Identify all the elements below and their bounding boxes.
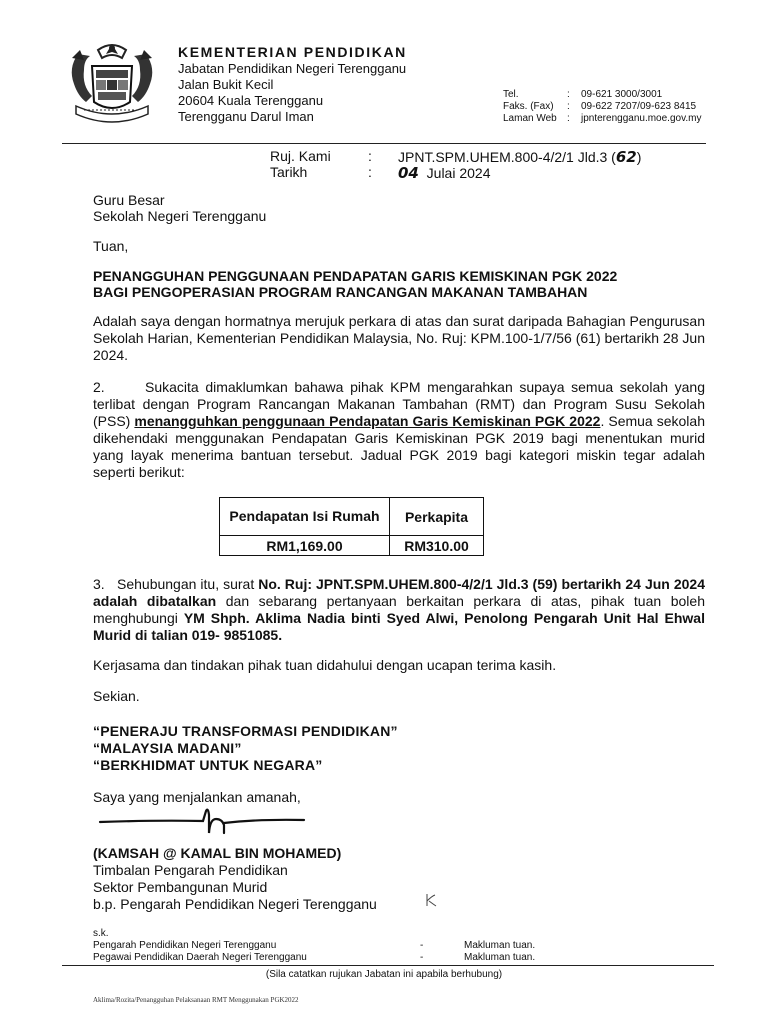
paragraph-2-number: 2. — [93, 379, 105, 395]
sign-off: Saya yang menjalankan amanah, — [93, 789, 301, 805]
date-handwritten-day: 04 — [398, 164, 419, 182]
recipient-line-1: Guru Besar — [93, 192, 165, 208]
closing: Sekian. — [93, 688, 140, 704]
paragraph-2-text-c: . Semua sekolah dikehendaki menggunakan Pendapatan Garis Kemiskinan PGK 2019 bagi menentukan murid yang layak menerima bantuan tersebut. Jadual PGK 2019 bagi kategori miskin tegar adalah seperti berikut: — [93, 413, 705, 480]
date-label: Tarikh — [270, 164, 308, 180]
paragraph-3 — [93, 576, 705, 644]
slogan-3: “BERKHIDMAT UNTUK NEGARA” — [93, 757, 323, 773]
date-colon: : — [368, 164, 372, 180]
cc-note-1: Makluman tuan. — [464, 940, 536, 951]
slogan-2: “MALAYSIA MADANI” — [93, 740, 242, 756]
contact-tel-label: Tel. — [503, 89, 519, 100]
ref-label: Ruj. Kami — [270, 148, 331, 164]
cc-label: s.k. — [93, 928, 109, 939]
signatory-title-2: Sektor Pembangunan Murid — [93, 879, 268, 895]
letterhead-divider — [62, 143, 706, 144]
signatory-title-1: Timbalan Pengarah Pendidikan — [93, 862, 288, 878]
contact-fax-sep: : — [567, 101, 570, 112]
ministry-name: KEMENTERIAN PENDIDIKAN — [178, 44, 407, 60]
ref-colon: : — [368, 148, 372, 164]
cc-recipient-1: Pengarah Pendidikan Negeri Terengganu — [93, 940, 277, 951]
contact-tel-sep: : — [567, 89, 570, 100]
cc-dash-2: - — [420, 952, 424, 963]
signatory-name: (KAMSAH @ KAMAL BIN MOHAMED) — [93, 845, 342, 861]
paragraph-1: Adalah saya dengan hormatnya merujuk perkara di atas dan surat daripada Bahagian Pengurusan Sekolah Harian, Kementerian Pendidikan Malaysia, No. Ruj: KPM.100-1/7/56 (61) bertarikh 28 Jun 2024. — [93, 313, 705, 363]
paragraph-4: Kerjasama dan tindakan pihak tuan didahului dengan ucapan terima kasih. — [93, 657, 557, 673]
subject-line-2: BAGI PENGOPERASIAN PROGRAM RANCANGAN MAKANAN TAMBAHAN — [93, 284, 588, 300]
subject-line-1: PENANGGUHAN PENGGUNAAN PENDAPATAN GARIS KEMISKINAN PGK 2022 — [93, 268, 618, 284]
salutation: Tuan, — [93, 238, 129, 254]
paragraph-3-text-a: Sehubungan itu, surat — [117, 576, 259, 592]
slogan-1: “PENERAJU TRANSFORMASI PENDIDIKAN” — [93, 723, 398, 739]
paragraph-3-text-c: dan sebarang pertanyaan berkaitan perkara di atas, pihak tuan boleh menghubungi — [93, 593, 705, 626]
pgk-2019-table — [219, 497, 484, 556]
date-value — [398, 164, 490, 182]
date-month-year: Julai 2024 — [426, 165, 491, 181]
paragraph-2 — [93, 379, 705, 481]
jata-negara-crest-icon — [62, 40, 162, 132]
cc-recipient-2: Pegawai Pendidikan Daerah Negeri Terengganu — [93, 952, 307, 963]
footer-divider — [62, 965, 714, 966]
ref-number: JPNT.SPM.UHEM.800-4/2/1 Jld.3 ( — [398, 149, 616, 165]
signatory-title-3: b.p. Pengarah Pendidikan Negeri Terengganu — [93, 896, 377, 912]
contact-fax-value: 09-622 7207/09-623 8415 — [581, 101, 697, 112]
signature-icon — [98, 805, 308, 835]
contact-web-label: Laman Web — [503, 113, 557, 124]
footer-note: (Sila catatkan rujukan Jabatan ini apabila berhubung) — [265, 969, 503, 980]
cc-dash-1: - — [420, 940, 424, 951]
address-line-2: Jalan Bukit Kecil — [178, 77, 274, 92]
contact-fax-label: Faks. (Fax) — [503, 101, 554, 112]
footer-file-path: Aklima/Rozita/Penangguhan Pelaksanaan RMT Menggunakan PGK2022 — [93, 996, 299, 1004]
paragraph-2-emphasis: menangguhkan penggunaan Pendapatan Garis Kemiskinan PGK 2022 — [134, 413, 601, 429]
table-header-per-capita: Perkapita — [390, 498, 484, 536]
paragraph-3-cancelled-ref: No. Ruj: JPNT.SPM.UHEM.800-4/2/1 Jld.3 (59) bertarikh 24 Jun 2024 adalah dibatalkan — [93, 576, 705, 609]
contact-web-link[interactable]: jpnterengganu.moe.gov.my — [581, 113, 702, 124]
contact-tel-value: 09-621 3000/3001 — [581, 89, 663, 100]
address-line-4: Terengganu Darul Iman — [178, 109, 314, 124]
paragraph-2-text-a: Sukacita dimaklumkan bahawa pihak KPM mengarahkan supaya semua sekolah yang terlibat dengan Program Rancangan Makanan Tambahan (RMT) dan Program Susu Sekolah (PSS) — [93, 379, 705, 429]
table-cell-per-capita: RM310.00 — [390, 536, 484, 556]
initials-mark-icon — [424, 892, 438, 908]
address-line-3: 20604 Kuala Terengganu — [178, 93, 324, 108]
ref-handwritten-number: 62 — [615, 148, 637, 166]
recipient-line-2: Sekolah Negeri Terengganu — [93, 208, 267, 224]
contact-web-sep: : — [567, 113, 570, 124]
table-cell-income: RM1,169.00 — [220, 536, 390, 556]
table-header-income: Pendapatan Isi Rumah — [220, 498, 390, 536]
paragraph-3-contact: YM Shph. Aklima Nadia binti Syed Alwi, Penolong Pengarah Unit Hal Ehwal Murid di talian 019- 9851085. — [93, 610, 705, 643]
address-line-1: Jabatan Pendidikan Negeri Terengganu — [178, 61, 407, 76]
ref-close: ) — [636, 149, 642, 165]
cc-note-2: Makluman tuan. — [464, 952, 536, 963]
paragraph-3-number: 3. — [93, 576, 105, 592]
